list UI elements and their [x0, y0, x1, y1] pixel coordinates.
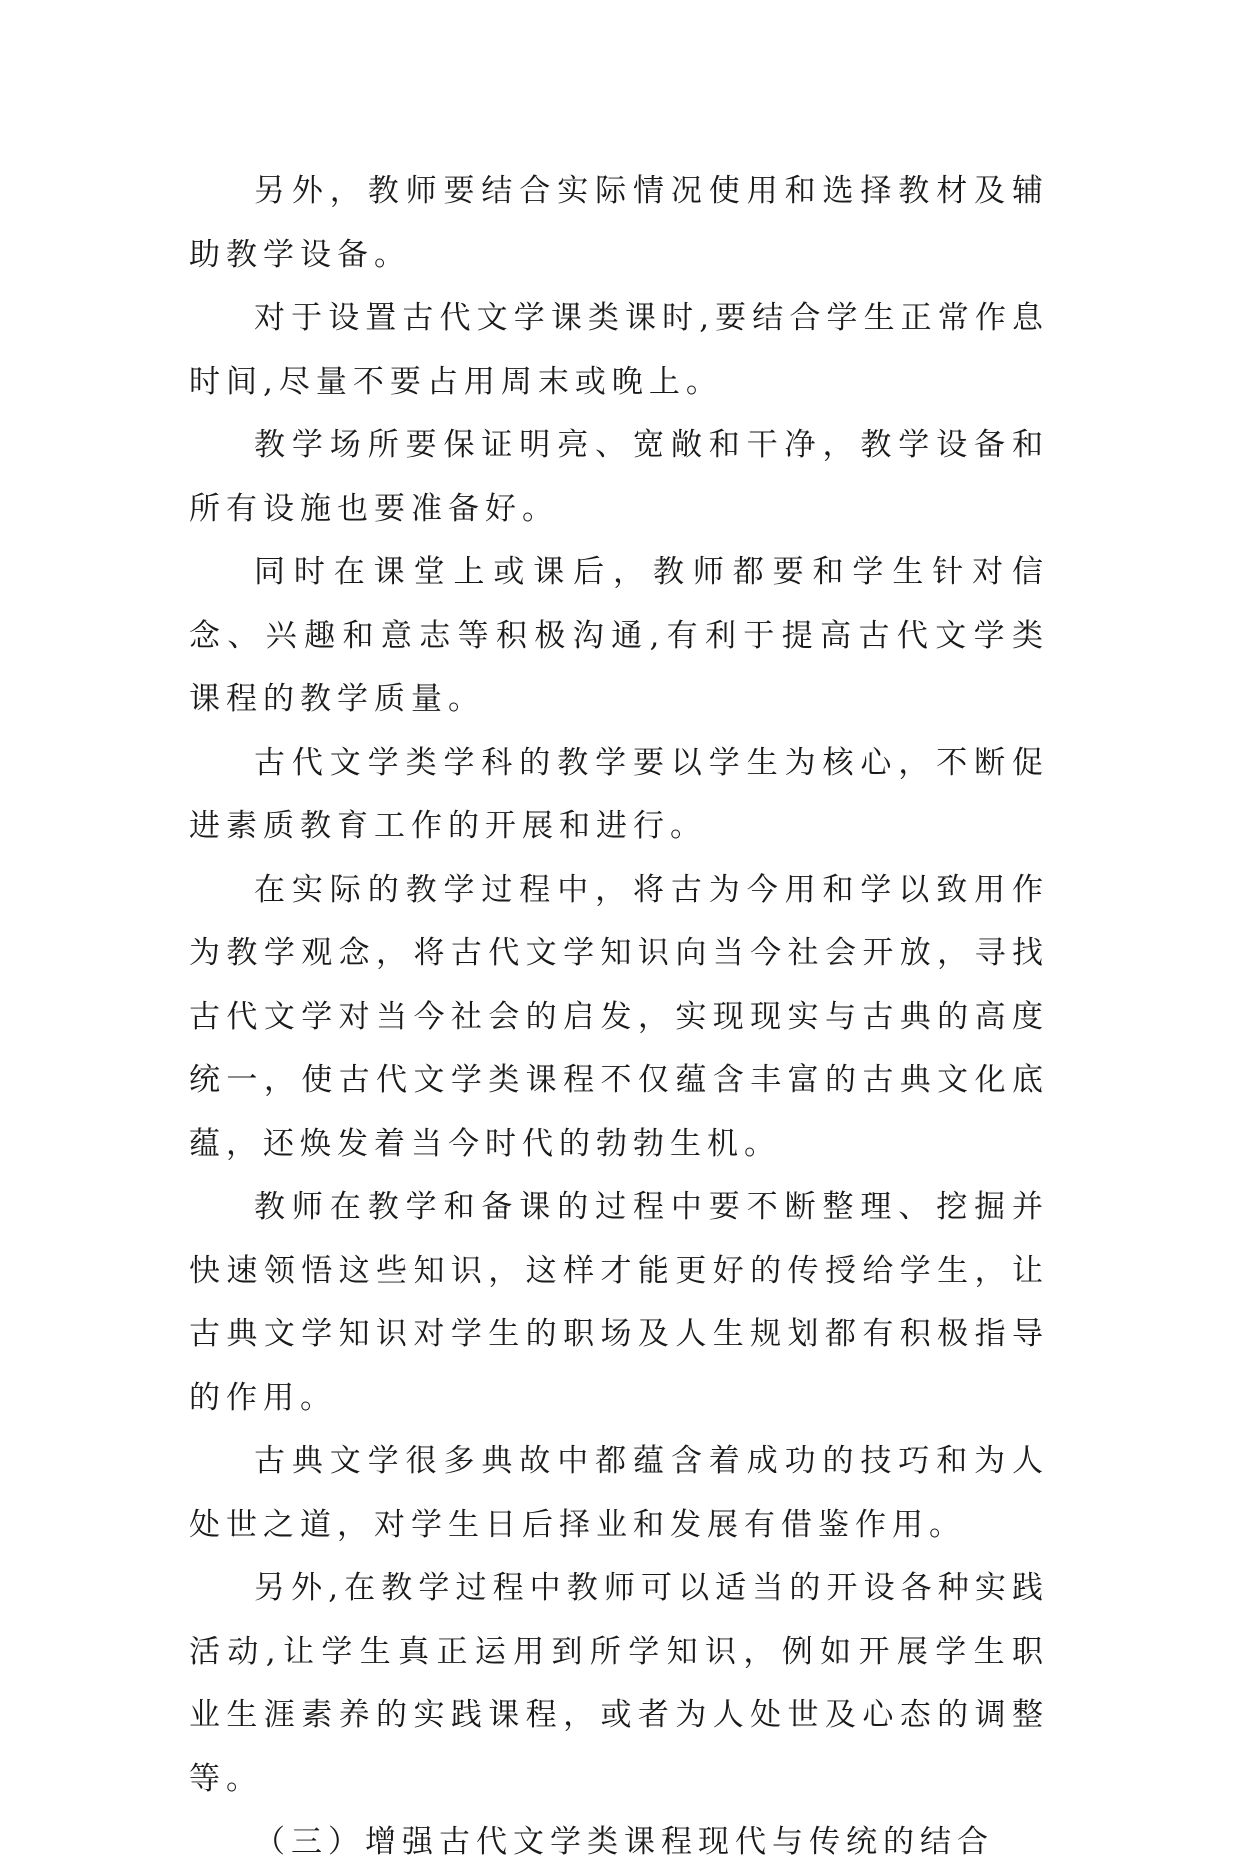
- paragraph-5: 古代文学类学科的教学要以学生为核心，不断促进素质教育工作的开展和进行。: [189, 744, 1049, 844]
- paragraph-7: 教师在教学和备课的过程中要不断整理、挖掘并快速领悟这些知识，这样才能更好的传授给学生，让古典文学知识对学生的职场及人生规划都有积极指导的作用。: [189, 1189, 1049, 1416]
- paragraph-2: 对于设置古代文学课类课时,要结合学生正常作息时间,尽量不要占用周末或晚上。: [189, 300, 1049, 400]
- paragraph-4: 同时在课堂上或课后，教师都要和学生针对信念、兴趣和意志等积极沟通,有利于提高古代文学类课程的教学质量。: [189, 554, 1049, 717]
- paragraph-6: 在实际的教学过程中，将古为今用和学以致用作为教学观念，将古代文学知识向当今社会开放，寻找古代文学对当今社会的启发，实现现实与古典的高度统一，使古代文学类课程不仅蕴含丰富的古典文化底蕴，还焕发着当今时代的勃勃生机。: [189, 871, 1049, 1162]
- paragraph-3: 教学场所要保证明亮、宽敞和干净，教学设备和所有设施也要准备好。: [189, 427, 1049, 527]
- section-heading: （三）增强古代文学类课程现代与传统的结合: [254, 1824, 994, 1860]
- document-body: [189, 160, 1049, 1875]
- paragraph-1: 另外，教师要结合实际情况使用和选择教材及辅助教学设备。: [189, 173, 1049, 273]
- paragraph-9: 另外,在教学过程中教师可以适当的开设各种实践活动,让学生真正运用到所学知识，例如开展学生职业生涯素养的实践课程，或者为人处世及心态的调整等。: [189, 1570, 1049, 1797]
- paragraph-8: 古典文学很多典故中都蕴含着成功的技巧和为人处世之道，对学生日后择业和发展有借鉴作用。: [189, 1443, 1049, 1543]
